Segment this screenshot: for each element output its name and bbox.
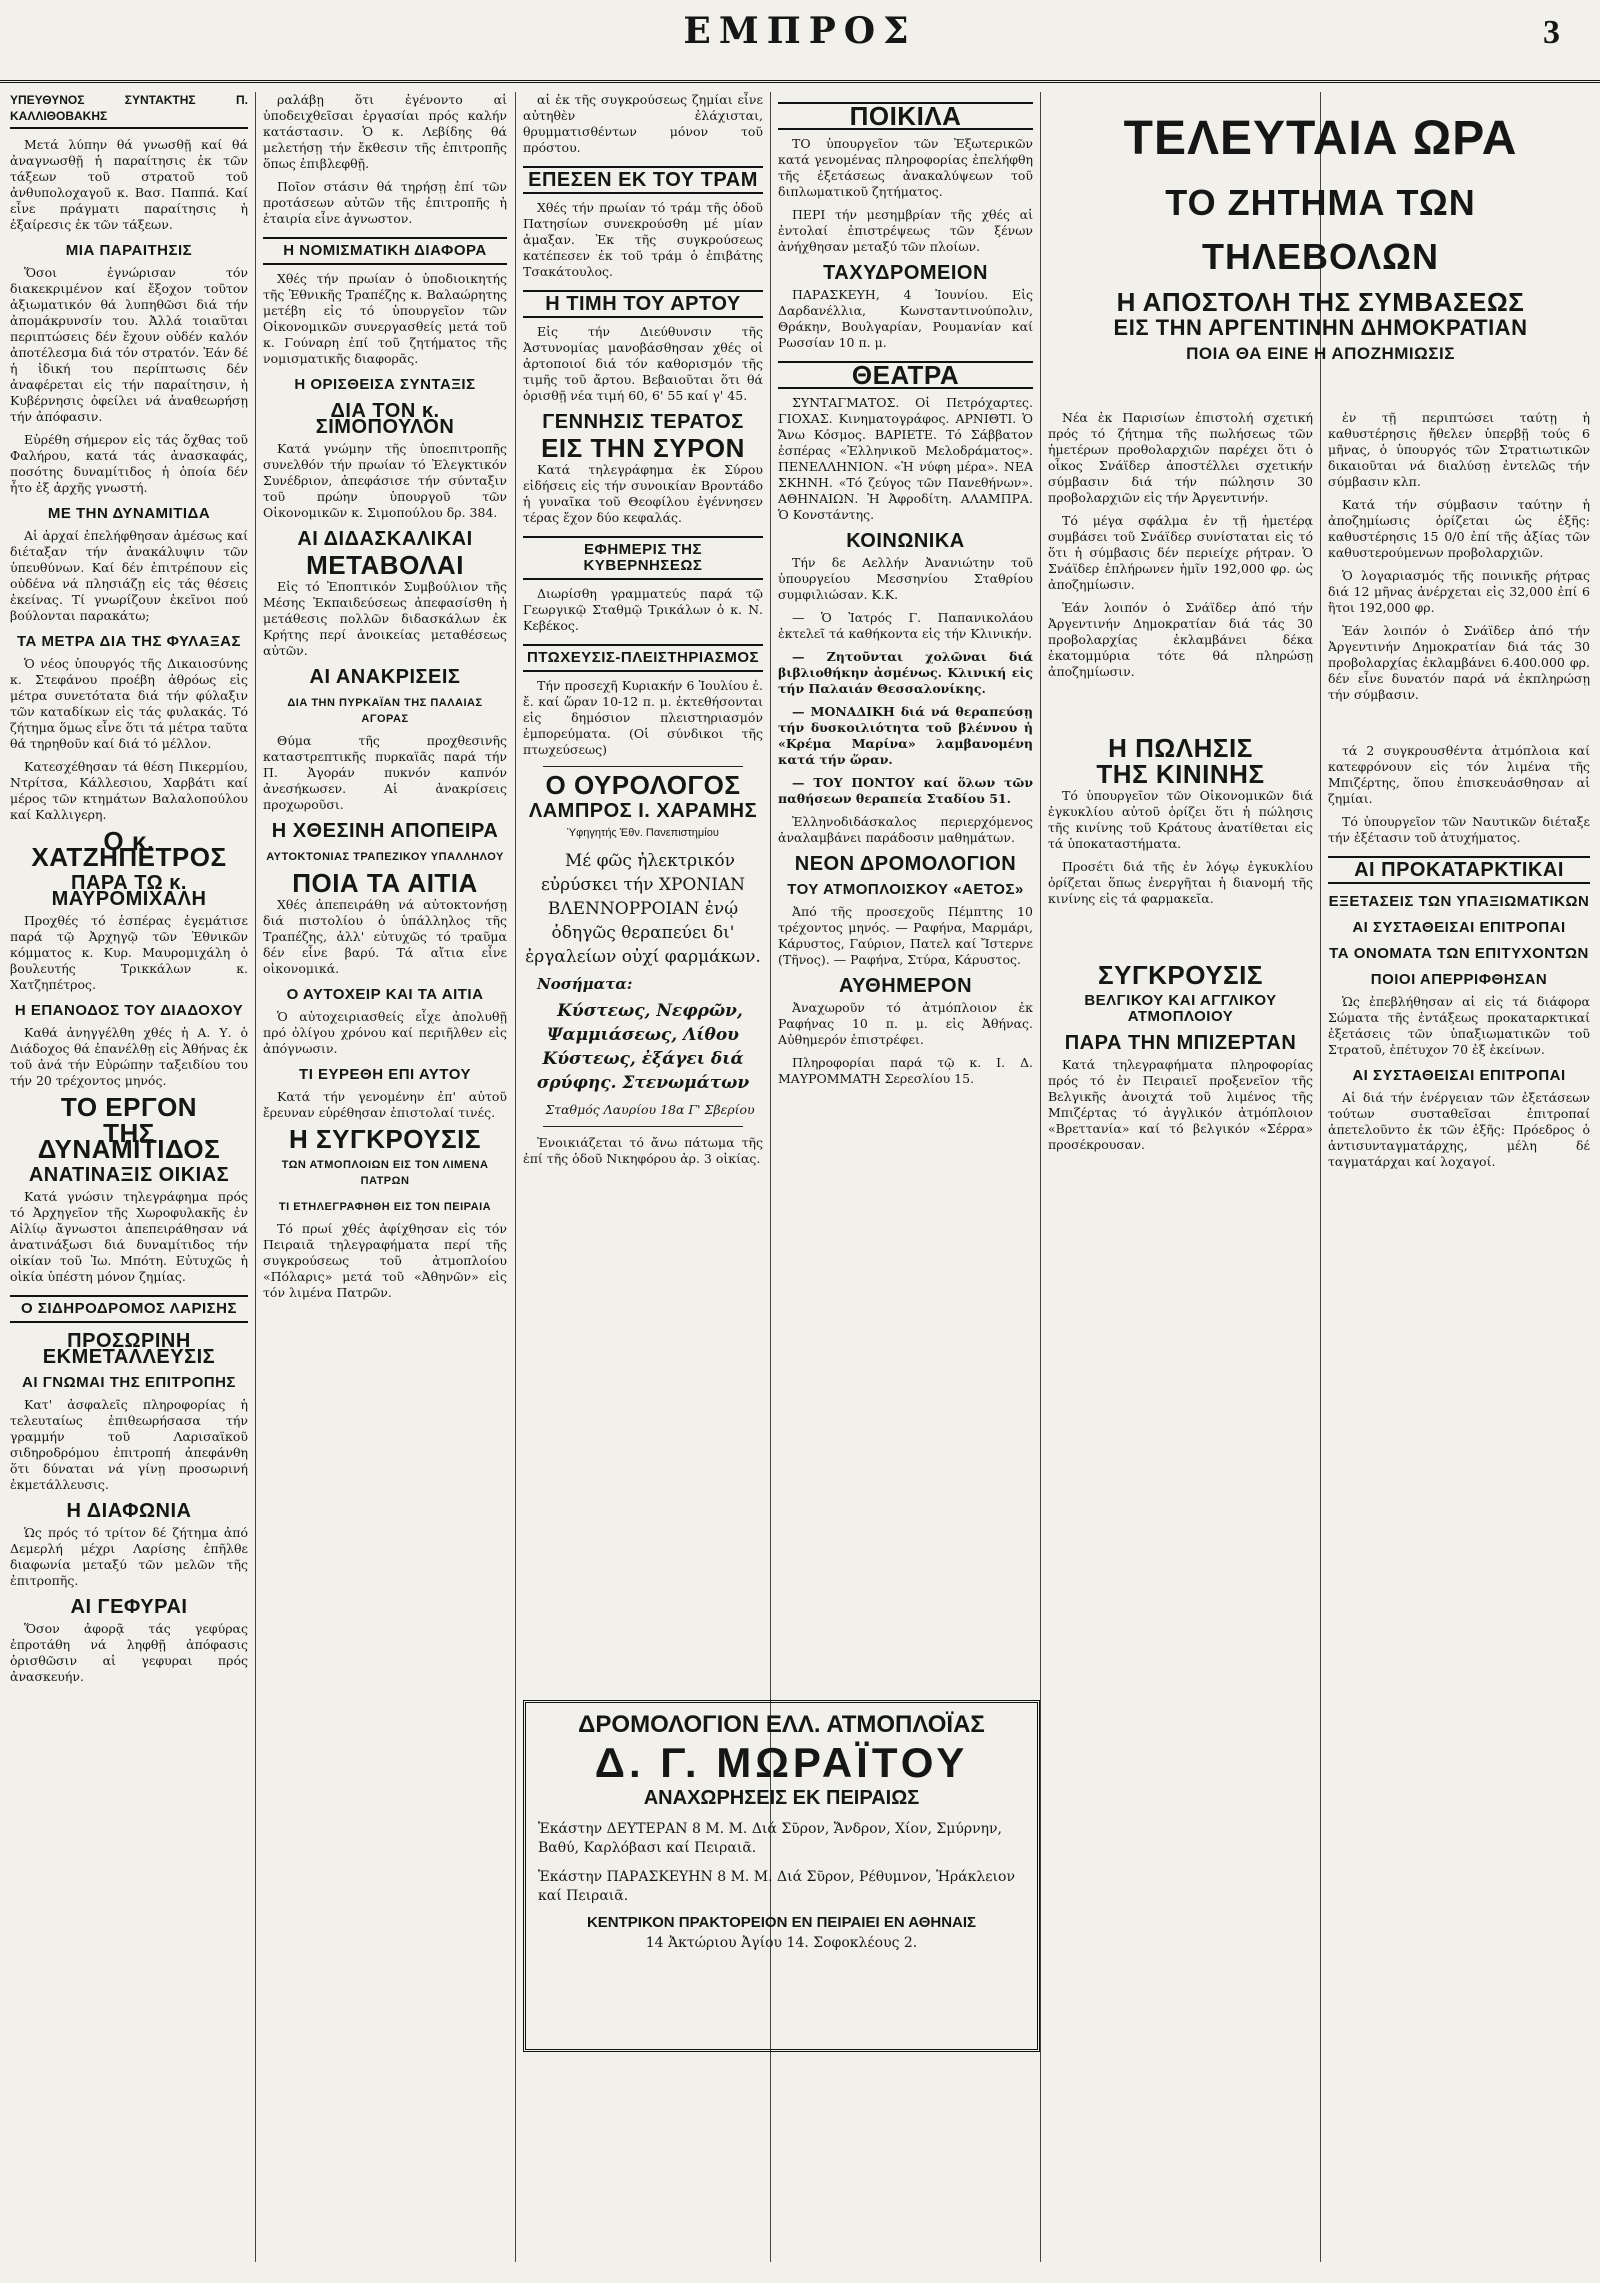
- ad-note: Ἐνοικιάζεται τό ἄνω πάτωμα τῆς ἐπί τῆς ὁδοῦ Νικηφόρου ἀρ. 3 οἰκίας.: [523, 1135, 763, 1166]
- article-paragraph: Προχθές τό ἑσπέρας ἐγεμάτισε παρά τῷ Ἀρχηγῷ τῶν Ἐθνικῶν κόμματος κ. Κυρ. Μαυρομιχάλη ὁ βουλευτής Τρικκάλων κ. Χατζηπέτρος.: [10, 913, 248, 992]
- article-paragraph: Διωρίσθη γραμματεύς παρά τῷ Γεωργικῷ Σταθμῷ Τρικάλων ὁ κ. Ν. Κεβέκος.: [523, 586, 763, 633]
- article-paragraph: ΣΥΝΤΑΓΜΑΤΟΣ. Οἱ Πετρόχαρτες. ΓΙΟΧΑΣ. Κινηματογράφος. ΑΡΝΙΘΤΙ. Ὁ Ἄνω Κόσμος. ΒΑΡΙΕΤΕ. Τό Σάββατον ἑσπέρας «Ἑλληνικοῦ Μελοδράματος». ΠΕΝΕΛΛΗΝΙΟΝ. «Ἡ νύφη μέρα». ΝΕΑ ΣΚΗΝΗ. «Τό ζεύγος τῶν Πανεθήνων». ΑΘΗΝΑΙΩΝ. Ἡ Ἀφροδίτη. ΑΛΑΜΠΡΑ. Ὁ Κονστάντης.: [778, 395, 1033, 522]
- column-rule: [255, 92, 256, 2262]
- article-subheading: ΔΙΑ ΤΗΝ ΠΥΡΚΑΪΑΝ ΤΗΣ ΠΑΛΑΙΑΣ ΑΓΟΡΑΣ: [287, 697, 483, 725]
- article-subheading: ΤΟΥ ΑΤΜΟΠΛΟΙΣΚΟΥ «ΑΕΤΟΣ»: [787, 881, 1024, 898]
- article-paragraph: Τό πρωί χθές ἀφίχθησαν εἰς τόν Πειραιᾶ τηλεγραφήματα περί τῆς συγκρούσεως τοῦ ἀτμοπλοίου «Πόλαρις» μετά τοῦ «Ἀθηνῶν» εἰς τόν λιμένα Πατρῶν.: [263, 1221, 507, 1300]
- separator: [543, 766, 743, 767]
- article-paragraph: Χθές ἀπεπειράθη νά αὐτοκτονήσῃ διά πιστολίου ὁ ὑπάλληλος τῆς Τραπέζης, ἀλλ' εὐτυχῶς τό τραῦμα δέν εἶνε βαρύ. Τά αἴτια εἶνε οἰκονομικά.: [263, 897, 507, 976]
- column-4: [778, 92, 1033, 1672]
- article-paragraph: Ἀπό τῆς προσεχοῦς Πέμπτης 10 τρέχοντος μηνός. — Ραφήνα, Μαρμάρι, Κάρυστος, Γαύριον, Πατελ καί Ἴστερνε (Τῆνος). — Ραφήνα, Στύρα, Κάρυστος.: [778, 904, 1033, 967]
- column-5: [1048, 410, 1313, 2262]
- article-subheading: ΑΥΤΟΚΤΟΝΙΑΣ ΤΡΑΠΕΖΙΚΟΥ ΥΠΑΛΛΗΛΟΥ: [266, 851, 504, 863]
- article-paragraph: Ὁ λογαριασμός τῆς ποινικῆς ρήτρας διά 12 μῆνας ἀνέρχεται εἰς 32,000 ἐπί 6 ἢτοι 192,000 φρ.: [1328, 568, 1590, 615]
- article-heading: ΕΦΗΜΕΡΙΣ ΤΗΣ ΚΥΒΕΡΝΗΣΕΩΣ: [523, 536, 763, 580]
- ad-heading: Ο ΟΥΡΟΛΟΓΟΣ: [545, 770, 741, 800]
- article-paragraph: Αἱ ἀρχαί ἐπελήφθησαν ἀμέσως καί διέταξαν τήν ἀνακάλυψιν τῶν ὑπευθύνων. Καί δέν ἐπιτρέπουν εἰς οὐδένα νά πλησιάζῃ εἰς τάς θέσεις ἐκείνας. Τί γνωρίζουν ἐκεῖνοι πού βούλονται παρακάτω;: [10, 528, 248, 623]
- article-subheading: ΤΑ ΟΝΟΜΑΤΑ ΤΩΝ ΕΠΙΤΥΧΟΝΤΩΝ: [1329, 945, 1589, 962]
- article-paragraph: Ὁ αὐτοχειριασθείς εἶχε ἀπολυθῇ πρό ὀλίγου χρόνου καί περιῆλθεν εἰς ἀπόγνωσιν.: [263, 1009, 507, 1056]
- section-heading: ΤΕΛΕΥΤΑΙΑ ΩΡΑ: [1123, 112, 1518, 165]
- ad-line: Ἑκάστην ΔΕΥΤΕΡΑΝ 8 Μ. Μ. Διά Σῦρον, Ἄνδρον, Χίον, Σμύρνην, Βαθύ, Καρλόβασι καί Πειραιᾶ.: [538, 1821, 1002, 1856]
- ad-label: Νοσήματα:: [537, 975, 633, 993]
- article-heading: ΑΙ ΣΥΣΤΑΘΕΙΣΑΙ ΕΠΙΤΡΟΠΑΙ: [1352, 1067, 1566, 1084]
- article-subheading: ΠΡΟΣΩΡΙΝΗ ΕΚΜΕΤΑΛΛΕΥΣΙΣ: [42, 1330, 216, 1368]
- article-heading: Η ΝΟΜΙΣΜΑΤΙΚΗ ΔΙΑΦΟΡΑ: [263, 237, 507, 265]
- article-paragraph: Ὡς πρός τό τρίτον δέ ζήτημα ἀπό Δεμερλή μέχρι Λαρίσης ἐπῆλθε διαφωνία μεταξύ τῶν μελῶν τῆς ἐπιτροπῆς.: [10, 1525, 248, 1588]
- article-paragraph: Κατεσχέθησαν τά θέση Πικερμίου, Ντρίτσα, Κάλλεσιου, Χαρβάτι καί μέρος τῶν κτημάτων Βαλαλοπούλου καί Καλλιγερη.: [10, 759, 248, 822]
- article-paragraph: Αἱ διά τήν ἐνέργειαν τῶν ἐξετάσεων τούτων συσταθεῖσαι ἐπιτροπαί ἀπετελοῦντο ἐκ τῶν ἑξῆς: Πρόεδρος ὁ ἀντισυνταγματάρχης, μέλη δέ ταγματάρχαι καί λοχαγοί.: [1328, 1090, 1590, 1169]
- article-heading: ΑΙ ΓΕΦΥΡΑΙ: [70, 1596, 188, 1618]
- newspaper-title: ΕΜΠΡΟΣ: [683, 10, 917, 52]
- article-heading: ΑΙ ΔΙΔΑΣΚΑΛΙΚΑΙ: [297, 528, 473, 550]
- article-heading: ΑΙ ΠΡΟΚΑΤΑΡΚΤΙΚΑΙ: [1328, 856, 1590, 884]
- ad-company-name: Δ. Γ. ΜΩΡΑΪΤΟΥ: [594, 1739, 969, 1786]
- ad-subtitle: ΑΝΑΧΩΡΗΣΕΙΣ ΕΚ ΠΕΙΡΑΙΩΣ: [643, 1787, 920, 1809]
- article-heading: Ο κ. ΧΑΤΖΗΠΕΤΡΟΣ: [31, 826, 227, 872]
- article-heading: ΤΗΣ ΔΥΝΑΜΙΤΙΔΟΣ: [37, 1118, 221, 1164]
- article-subheading: ΕΞΕΤΑΣΕΙΣ ΤΩΝ ΥΠΑΞΙΩΜΑΤΙΚΩΝ: [1328, 893, 1590, 910]
- article-paragraph: Πληροφορίαι παρά τῷ κ. Ι. Δ. ΜΑΥΡΟΜΜΑΤΗ Σερεσλίου 15.: [778, 1055, 1033, 1086]
- ad-list: Κύστεως, Νεφρῶν, Ψαμμιάσεως, Λίθου Κύστεως, ἐξάγει διά σρύφης. Στενωμάτων: [536, 1001, 750, 1093]
- section-heading: ΤΑΧΥΔΡΟΜΕΙΟΝ: [823, 262, 988, 284]
- ad-body: Μέ φῶς ἠλεκτρικόν εὐρύσκει τήν ΧΡΟΝΙΑΝ ΒΛΕΝΝΟΡΡΟΙΑΝ ἐνῴ ὁδηγῶς θεραπεύει δι' ἐργαλείων οὐχί φαρμάκων.: [525, 851, 761, 967]
- column-rule: [515, 92, 516, 2262]
- article-paragraph: Κατά γνώσιν τηλεγράφημα πρός τό Ἀρχηγεῖον τῆς Χωροφυλακῆς ἐν Αἰλίῳ ἄγνωστοι ἀπεπειράθησαν νά ἀνατινάξωσι διά δυναμίτιδος τήν οἰκίαν τοῦ Ἰω. Μπότη. Εὐτυχῶς ἡ οἰκία ὑπέστη μόνον ζημίας.: [10, 1189, 248, 1284]
- article-paragraph: Χθές τήν πρωίαν τό τράμ τῆς ὁδοῦ Πατησίων συνεκρούσθη μέ μίαν ἁμαξαν. Ἐκ τῆς συγκρούσεως κατέπεσεν ἐκ τοῦ τράμ ὁ ἐπιβάτης Τσακάτουλος.: [523, 200, 763, 279]
- article-paragraph: Ὅσον ἀφορᾷ τάς γεφύρας ἐπροτάθη νά ληφθῇ ἀπόφασις ὁρισθῶσιν αἱ γεφυραι πρός ἀνασκευήν.: [10, 1621, 248, 1684]
- article-heading: ΝΕΟΝ ΔΡΟΜΟΛΟΓΙΟΝ: [794, 853, 1017, 875]
- article-subheading: ΠΑΡΑ ΤΩ κ. ΜΑΥΡΟΜΙΧΑΛΗ: [51, 872, 207, 910]
- article-subheading: Η ΑΠΟΣΤΟΛΗ ΤΗΣ ΣΥΜΒΑΣΕΩΣ: [1116, 287, 1525, 317]
- article-paragraph: αἱ ἐκ τῆς συγκρούσεως ζημίαι εἶνε αὐτηθὲν ἐλάχισται, θρυμματισθέντων μόνον τοῦ πρόστου.: [523, 92, 763, 155]
- article-heading: ΤΙ ΕΥΡΕΘΗ ΕΠΙ ΑΥΤΟΥ: [299, 1066, 471, 1083]
- article-heading: ΜΙΑ ΠΑΡΑΙΤΗΣΙΣ: [65, 242, 193, 259]
- responsible-editor: ΥΠΕΥΘΥΝΟΣ ΣΥΝΤΑΚΤΗΣ Π. ΚΑΛΛΙΘΟΒΑΚΗΣ: [10, 92, 248, 129]
- article-paragraph: τά 2 συγκρουσθέντα ἀτμόπλοια καί κατεφρόνουν εἰς τόν λιμένα τῆς Μπιζέρτης, ὅπου ἐπισκευάσθησαν αἱ ζημίαι.: [1328, 743, 1590, 806]
- section-heading: ΚΟΙΝΩΝΙΚΑ: [846, 530, 965, 552]
- article-paragraph: Εἰς τήν Διεύθυνσιν τῆς Ἀστυνομίας μανοβάσθησαν χθές οἱ ἀρτοποιοί διά τόν καθορισμόν τῆς τιμῆς τοῦ ἄρτου. Βεβαιοῦται ὅτι θά ὁρισθῇ νέα τιμή 60, 6' 55 καί γ' 45.: [523, 324, 763, 403]
- section-heading: ΠΟΙΚΙΛΑ: [778, 102, 1033, 130]
- article-paragraph: ἐν τῇ περιπτώσει ταύτῃ ἡ καθυστέρησις ἤθελεν ὑπερβῇ τούς 6 μῆνας, ὁ ὑπουργός τῶν Στρατιωτικῶν δικαιοῦται νά διαλύσῃ ἐντελῶς τήν σύμβασιν κλπ.: [1328, 410, 1590, 489]
- article-heading: ΤΟ ΕΡΓΟΝ: [60, 1092, 198, 1122]
- article-heading: Η ΔΙΑΦΩΝΙΑ: [66, 1500, 192, 1522]
- article-paragraph: ραλάβῃ ὅτι ἐγένοντο αἱ ὑποδειχθεῖσαι ἐργασίαι πρός καλήν κατάστασιν. Ὁ κ. Λεβίδης θά μελετήσῃ τήν ἔκθεσιν τῆς ἐπιτροπῆς ὅπως ἐπιβλεφθῇ.: [263, 92, 507, 171]
- article-heading: ΜΕΤΑΒΟΛΑΙ: [306, 550, 464, 580]
- ad-title: ΔΡΟΜΟΛΟΓΙΟΝ ΕΛΛ. ΑΤΜΟΠΛΟΪΑΣ: [578, 1711, 985, 1738]
- article-heading: Η ΤΙΜΗ ΤΟΥ ΑΡΤΟΥ: [523, 290, 763, 318]
- article-paragraph: Τό μέγα σφάλμα ἐν τῇ ἡμετέρᾳ συμβάσει τοῦ Σνάϊδερ συνίσταται εἰς τό ὅτι ἡ σύμβασις δέν περιείχε ρήτραν. Ὁ Σνάϊδερ ἐπλήρωνεν ἡμῖν 192,000 φρ. ὡς ἀποζημίωσιν.: [1048, 513, 1313, 592]
- masthead: [0, 0, 1600, 83]
- article-paragraph: ΤΟ ὑπουργεῖον τῶν Ἐξωτερικῶν κατά γενομένας πληροφορίας ἐπελήφθη τῆς ἐξετάσεως ἀνακαλύψεων τοῦ διπλωματικοῦ ζητήματος.: [778, 136, 1033, 199]
- article-paragraph: Μετά λύπην θά γνωσθῇ καί θά ἀναγνωσθῇ ἡ παραίτησις ἐκ τῶν τάξεων τοῦ στρατοῦ τοῦ ἀνθυπολοχαγοῦ κ. Βασ. Παππά. Καί εἶνε πράγματι παραίτησις ἡ ἐξαίρεσις ἐκ τῶν τάξεων.: [10, 137, 248, 232]
- ad-subtitle: Ὑφηγητής Ἐθν. Πανεπιστημίου: [567, 827, 719, 839]
- column-6: [1328, 410, 1590, 2262]
- article-heading: ΕΙΣ ΤΗΝ ΣΥΡΟΝ: [541, 433, 745, 463]
- column-rule: [1320, 92, 1321, 2262]
- article-paragraph: Εἰς τό Ἐποπτικόν Συμβούλιον τῆς Μέσης Ἐκπαιδεύσεως ἀπεφασίσθη ἡ μετάθεσις πολλῶν διδασκάλων ἐκ Κρήτης περί ἀνοικείας μεταθέσεως αὐτῶν.: [263, 579, 507, 658]
- ad-line: Ἑκάστην ΠΑΡΑΣΚΕΥΗΝ 8 Μ. Μ. Διά Σῦρον, Ρέθυμνον, Ἡράκλειον καί Πειραιᾶ.: [538, 1869, 1015, 1904]
- article-paragraph: Κατά τήν σύμβασιν ταύτην ἡ ἀποζημίωσις ὁρίζεται ὡς ἑξῆς: καθυστέρησις 15 0/0 ἐπί τῆς ἀξίας τῶν καθυστερούμενων προβολαρχιῶν.: [1328, 497, 1590, 560]
- article-heading: Η ΟΡΙΣΘΕΙΣΑ ΣΥΝΤΑΞΙΣ: [294, 376, 476, 393]
- article-paragraph: Ὅσοι ἐγνώρισαν τόν διακεκριμένον καί ἔξοχον τοῦτον ἀξιωματικόν θά λυπηθῶσι διά τήν ἀπομάκρυνσίν του. Ἀλλά τοιαῦται περιπτώσεις δέν ἔχουν οὐδέν καλόν ἀποτέλεσμα διά τόν στρατόν. Ἐάν δέ ἡ ἰδική του περίπτωσις δέν ἀναφέρεται εἰς τήν παραίτησιν, ἡ Κυβέρνησις ὀφείλει νά ἀναθεωρήσῃ τήν ἀπόφασιν.: [10, 265, 248, 424]
- article-heading: Η ΕΠΑΝΟΔΟΣ ΤΟΥ ΔΙΑΔΟΧΟΥ: [14, 1002, 244, 1019]
- ad-office: ΚΕΝΤΡΙΚΟΝ ΠΡΑΚΤΟΡΕΙΟΝ ΕΝ ΠΕΙΡΑΙΕΙ ΕΝ ΑΘΗΝΑΙΣ: [586, 1914, 977, 1931]
- article-paragraph: — Ζητοῦνται χολῶναι διά βιβλιοθήκην ἀσμένως. Κλινική εἰς τήν Παλαιάν Θεσσαλονίκης.: [778, 649, 1033, 696]
- article-heading: ΑΥΘΗΜΕΡΟΝ: [838, 975, 973, 997]
- article-subheading: ΤΩΝ ΑΤΜΟΠΛΟΙΩΝ ΕΙΣ ΤΟΝ ΛΙΜΕΝΑ ΠΑΤΡΩΝ: [281, 1159, 489, 1187]
- ad-address: Σταθμός Λαυρίου 18α Γ' Σβερίου: [545, 1102, 755, 1117]
- column-rule: [1040, 92, 1041, 2262]
- ad-address: 14 Ἀκτώριου Ἀγίου 14. Σοφοκλέους 2.: [645, 1935, 918, 1951]
- column-2: [263, 92, 507, 2262]
- article-paragraph: Κατά τηλεγραφήματα πληροφορίας πρός τό ἐν Πειραιεῖ προξενεῖον τῆς Βελγικῆς ἀνοιχτά τοῦ λιμένος τῆς Μπιζέρτας τό ἀγγλικόν ἀτμόπλοιον «Βρεττανία» καί τό βελγικόν «Σέρρα» προσέκρουσαν.: [1048, 1057, 1313, 1152]
- article-heading: ΤΗΣ ΚΙΝΙΝΗΣ: [1096, 759, 1265, 789]
- article-paragraph: Ὁ νέος ὑπουργός τῆς Δικαιοσύνης κ. Στεφάνου προέβη ἀθρόως εἰς μέτρα συνετότατα διά τήν φύλαξιν τῶν καταδίκων εἰς τάς φυλακάς. Τό ζήτημα ὅμως εἶνε ὅτι τά μέτρα ταῦτα θά τηρηθοῦν καί διά τό μέλλον.: [10, 656, 248, 751]
- last-hour-header: [1048, 92, 1593, 402]
- page-number: 3: [1543, 14, 1560, 51]
- article-heading: ΤΟ ΖΗΤΗΜΑ ΤΩΝ ΤΗΛΕΒΟΛΩΝ: [1165, 182, 1476, 277]
- article-heading: Η ΠΩΛΗΣΙΣ: [1108, 733, 1253, 763]
- article-subheading: ΕΙΣ ΤΗΝ ΑΡΓΕΝΤΙΝΗΝ ΔΗΜΟΚΡΑΤΙΑΝ: [1113, 315, 1528, 340]
- article-heading: ΠΤΩΧΕΥΣΙΣ-ΠΛΕΙΣΤΗΡΙΑΣΜΟΣ: [523, 644, 763, 672]
- article-paragraph: Κατά γνώμην τῆς ὑποεπιτροπῆς συνελθόν τήν πρωίαν τό Ἐλεγκτικόν Συνέδριον, ἀπεφάσισε τήν σύνταξιν τοῦ πρώην ὑπουργοῦ τῶν Οἰκονομικῶν κ. Σιμοπούλου δρ. 384.: [263, 441, 507, 520]
- article-subheading: ΔΙΑ ΤΟΝ κ. ΣΙΜΟΠΟΥΛΟΝ: [315, 400, 455, 438]
- article-paragraph: — ΜΟΝΑΔΙΚΗ διά νά θεραπεύσῃ τήν δυσκοιλιότητα τοῦ βλέννου ἡ «Κρέμα Μαρίνα» λαμβανομένη κατά τήν ὥραν.: [778, 704, 1033, 767]
- article-paragraph: Χθές τήν πρωίαν ὁ ὑποδιοικητής τῆς Ἐθνικῆς Τραπέζης κ. Βαλαώρητης μετέβη εἰς τό ὑπουργεῖον τῶν Οἰκονομικῶν συνεργασθείς μετά τοῦ κ. Γούναρη ἐπί τοῦ ζητήματος τῆς νομισματικῆς διαφορᾶς.: [263, 271, 507, 366]
- article-heading: ΣΥΓΚΡΟΥΣΙΣ: [1098, 960, 1263, 990]
- article-subheading: ΑΙ ΓΝΩΜΑΙ ΤΗΣ ΕΠΙΤΡΟΠΗΣ: [22, 1374, 236, 1391]
- article-subheading: ΠΑΡΑ ΤΗΝ ΜΠΙΖΕΡΤΑΝ: [1064, 1032, 1297, 1054]
- article-paragraph: Εὑρέθη σήμερον εἰς τάς ὄχθας τοῦ Φαλήρου, κατά τάς ἀνασκαφάς, ποσότης δυναμίτιδος ἡ ὁποία δέν ἦτο ἐξ ἀρχῆς γνωστή.: [10, 432, 248, 495]
- article-heading: ΜΕ ΤΗΝ ΔΥΝΑΜΙΤΙΔΑ: [47, 505, 211, 522]
- article-paragraph: Θύμα τῆς προχθεσινῆς καταστρεπτικῆς πυρκαϊᾶς παρά τήν Π. Ἀγοράν πυκνόν καπνόν ἀνεσήκωσεν. Αἱ ἀνακρίσεις προχωροῦσι.: [263, 733, 507, 812]
- article-subheading: ΠΟΙΟΙ ΑΠΕΡΡΙΦΘΗΣΑΝ: [1370, 971, 1548, 988]
- article-subheading: ΑΝΑΤΙΝΑΞΙΣ ΟΙΚΙΑΣ: [28, 1164, 230, 1186]
- article-paragraph: — ΤΟΥ ΠΟΝΤΟΥ καί ὅλων τῶν παθήσεων θεραπεία Σταδίου 51.: [778, 775, 1033, 806]
- article-paragraph: Κατά τηλεγράφημα ἐκ Σύρου εἰδήσεις εἰς τήν συνοικίαν Βροντάδο ἡ γυναῖκα τοῦ Θεοφίλου ἐγέννησεν τέρας ἔχον δύο κεφαλάς.: [523, 462, 763, 525]
- article-paragraph: Ἐάν λοιπόν ὁ Σνάϊδερ ἀπό τήν Ἀργεντινήν Δημοκρατίαν διά τάς 30 προβολαρχίας ἐκλαμβάνει 6.400.000 φρ. δέν εἶνε δυνατόν παρά νά ἐκπληρώσῃ τήν σύμβασιν.: [1328, 623, 1590, 702]
- article-subheading: ΒΕΛΓΙΚΟΥ ΚΑΙ ΑΓΓΛΙΚΟΥ ΑΤΜΟΠΛΟΙΟΥ: [1084, 992, 1277, 1025]
- article-heading: ΑΙ ΑΝΑΚΡΙΣΕΙΣ: [309, 666, 461, 688]
- article-subheading: ΠΟΙΑ ΤΑ ΑΙΤΙΑ: [292, 868, 478, 898]
- separator: [543, 1126, 743, 1127]
- article-paragraph: Τήν προσεχῆ Κυριακήν 6 Ἰουλίου ἐ. ἔ. καί ὥραν 10-12 π. μ. ἐκτεθήσονται εἰς δημόσιον πλειστηριασμόν ἐμπορεύματα. (Οἱ σύνδικοι τῆς πτωχεύσεως): [523, 678, 763, 757]
- article-paragraph: Τήν δε Αελλήν Ἀνανιώτην τοῦ ὑπουργείου Μεσσηνίου Σταθρίου συμφιλιώσαν. Κ.Κ.: [778, 555, 1033, 602]
- column-1: [10, 92, 248, 2262]
- article-paragraph: Ὡς ἐπεβλήθησαν αἱ εἰς τά διάφορα Σώματα τῆς ἐντάξεως προκαταρκτικαί ἐξετάσεις τῶν ὑπαξιωματικῶν τοῦ Στρατοῦ, ἐπέτυχον 70 ἐξ ἐκείνων.: [1328, 994, 1590, 1057]
- article-paragraph: Νέα ἐκ Παρισίων ἐπιστολή σχετική πρός τό ζήτημα τῆς πωλήσεως τῶν ἡμετέρων προθολαρχιῶν παρέχει ὅτι ὁ οἶκος Σνάϊδερ ἀποστέλλει σχετικήν σύμβασιν διά τήν πώλησιν 30 προβολαρχιῶν εἰς τήν Ἀργεντινήν.: [1048, 410, 1313, 505]
- article-paragraph: Τό ὑπουργεῖον τῶν Οἰκονομικῶν διά ἐγκυκλίου αὐτοῦ ὁρίζει ὅτι ἡ πώλησις τῆς κινίνης τοῦ Κράτους ἀνατίθεται εἰς τά ὑποκαταστήματα.: [1048, 788, 1313, 851]
- article-paragraph: Καθά ἀνηγγέλθη χθές ἡ Α. Υ. ὁ Διάδοχος θά ἐπανέλθῃ εἰς Ἀθήνας ἐκ τοῦ ἀνά τήν Εὐρώπην ταξειδίου του τήν 20 τρέχοντος μηνός.: [10, 1025, 248, 1088]
- article-heading: ΤΑ ΜΕΤΡΑ ΔΙΑ ΤΗΣ ΦΥΛΑΞΑΣ: [16, 633, 242, 650]
- article-paragraph: Τό ὑπουργεῖον τῶν Ναυτικῶν διέταξε τήν ἐξέτασιν τοῦ ἀτυχήματος.: [1328, 814, 1590, 845]
- article-paragraph: ΠΕΡΙ τήν μεσημβρίαν τῆς χθές αἱ ἐντολαί ἐπιστρέψεως τῶν ξένων ἀνήχθησαν μεταξύ τῶν πλοίων.: [778, 207, 1033, 254]
- article-heading: ΓΕΝΝΗΣΙΣ ΤΕΡΑΤΟΣ: [542, 411, 744, 433]
- article-paragraph: ΠΑΡΑΣΚΕΥΗ, 4 Ἰουνίου. Εἰς Δαρδανέλλια, Κωνσταντινούπολιν, Θράκην, Βουλγαρίαν, Ρουμανίαν καί Ρωσσίαν 10 π. μ.: [778, 287, 1033, 350]
- section-heading: ΘΕΑΤΡΑ: [778, 361, 1033, 389]
- ad-name: ΛΑΜΠΡΟΣ Ι. ΧΑΡΑΜΗΣ: [528, 800, 758, 822]
- article-paragraph: Κατ' ἀσφαλεῖς πληροφορίας ἡ τελευταίως ἐπιθεωρήσασα τήν γραμμήν τοῦ Λαρισαϊκοῦ σιδηροδρόμου ἐπιτροπή ἀπεφάνθη ὅτι δύναται νά γίνῃ προσωρινή ἐκμετάλλευσις.: [10, 1397, 248, 1492]
- steamship-advertisement: [523, 1700, 1040, 2052]
- article-subheading: ΤΙ ΕΤΗΛΕΓΡΑΦΗΘΗ ΕΙΣ ΤΟΝ ΠΕΙΡΑΙΑ: [278, 1201, 492, 1213]
- article-paragraph: Κατά τήν γενομένην ἐπ' αὐτοῦ ἔρευναν εὑρέθησαν ἐπιστολαί τινές.: [263, 1089, 507, 1120]
- article-heading: Η ΧΘΕΣΙΝΗ ΑΠΟΠΕΙΡΑ: [271, 820, 499, 842]
- article-paragraph: Ἑλληνοδιδάσκαλος περιερχόμενος ἀναλαμβάνει παράδοσιν μαθημάτων.: [778, 814, 1033, 845]
- article-paragraph: Ἐάν λοιπόν ὁ Σνάϊδερ ἀπό τήν Ἀργεντινήν Δημοκρατίαν διά τάς 30 προβολαρχίας ἐκλαμβάνει δέκα ἑκατομμύρια τότε θά πληρώσῃ ἀποζημίωσιν.: [1048, 600, 1313, 679]
- article-subheading: ΠΟΙΑ ΘΑ ΕΙΝΕ Η ΑΠΟΖΗΜΙΩΣΙΣ: [1186, 344, 1455, 363]
- article-subheading: ΑΙ ΣΥΣΤΑΘΕΙΣΑΙ ΕΠΙΤΡΟΠΑΙ: [1352, 919, 1566, 936]
- article-paragraph: Ποῖον στάσιν θά τηρήσῃ ἐπί τῶν προτάσεων αὐτῶν τῆς ἐπιτροπῆς ἡ ἑταιρία εἶνε ἀγνωστον.: [263, 179, 507, 226]
- article-paragraph: Προσέτι διά τῆς ἐν λόγῳ ἐγκυκλίου ὁρίζεται ὅπως ἐνεργῆται ἡ διανομή τῆς κινίνης εἰς τά φαρμακεῖα.: [1048, 859, 1313, 906]
- article-paragraph: — Ὁ Ἰατρός Γ. Παπανικολάου ἐκτελεῖ τά καθήκοντα εἰς τήν Κλινικήν.: [778, 610, 1033, 641]
- column-3: [523, 92, 763, 1672]
- article-heading: Ο ΑΥΤΟΧΕΙΡ ΚΑΙ ΤΑ ΑΙΤΙΑ: [286, 986, 484, 1003]
- article-heading: Ο ΣΙΔΗΡΟΔΡΟΜΟΣ ΛΑΡΙΣΗΣ: [10, 1295, 248, 1323]
- article-heading: Η ΣΥΓΚΡΟΥΣΙΣ: [289, 1124, 481, 1154]
- article-heading: ΕΠΕΣΕΝ ΕΚ ΤΟΥ ΤΡΑΜ: [523, 166, 763, 194]
- article-paragraph: Ἀναχωροῦν τό ἀτμόπλοιον ἐκ Ραφήνας 10 π. μ. εἰς Ἀθήνας. Αὐθημερόν ἐπιστρέφει.: [778, 1000, 1033, 1047]
